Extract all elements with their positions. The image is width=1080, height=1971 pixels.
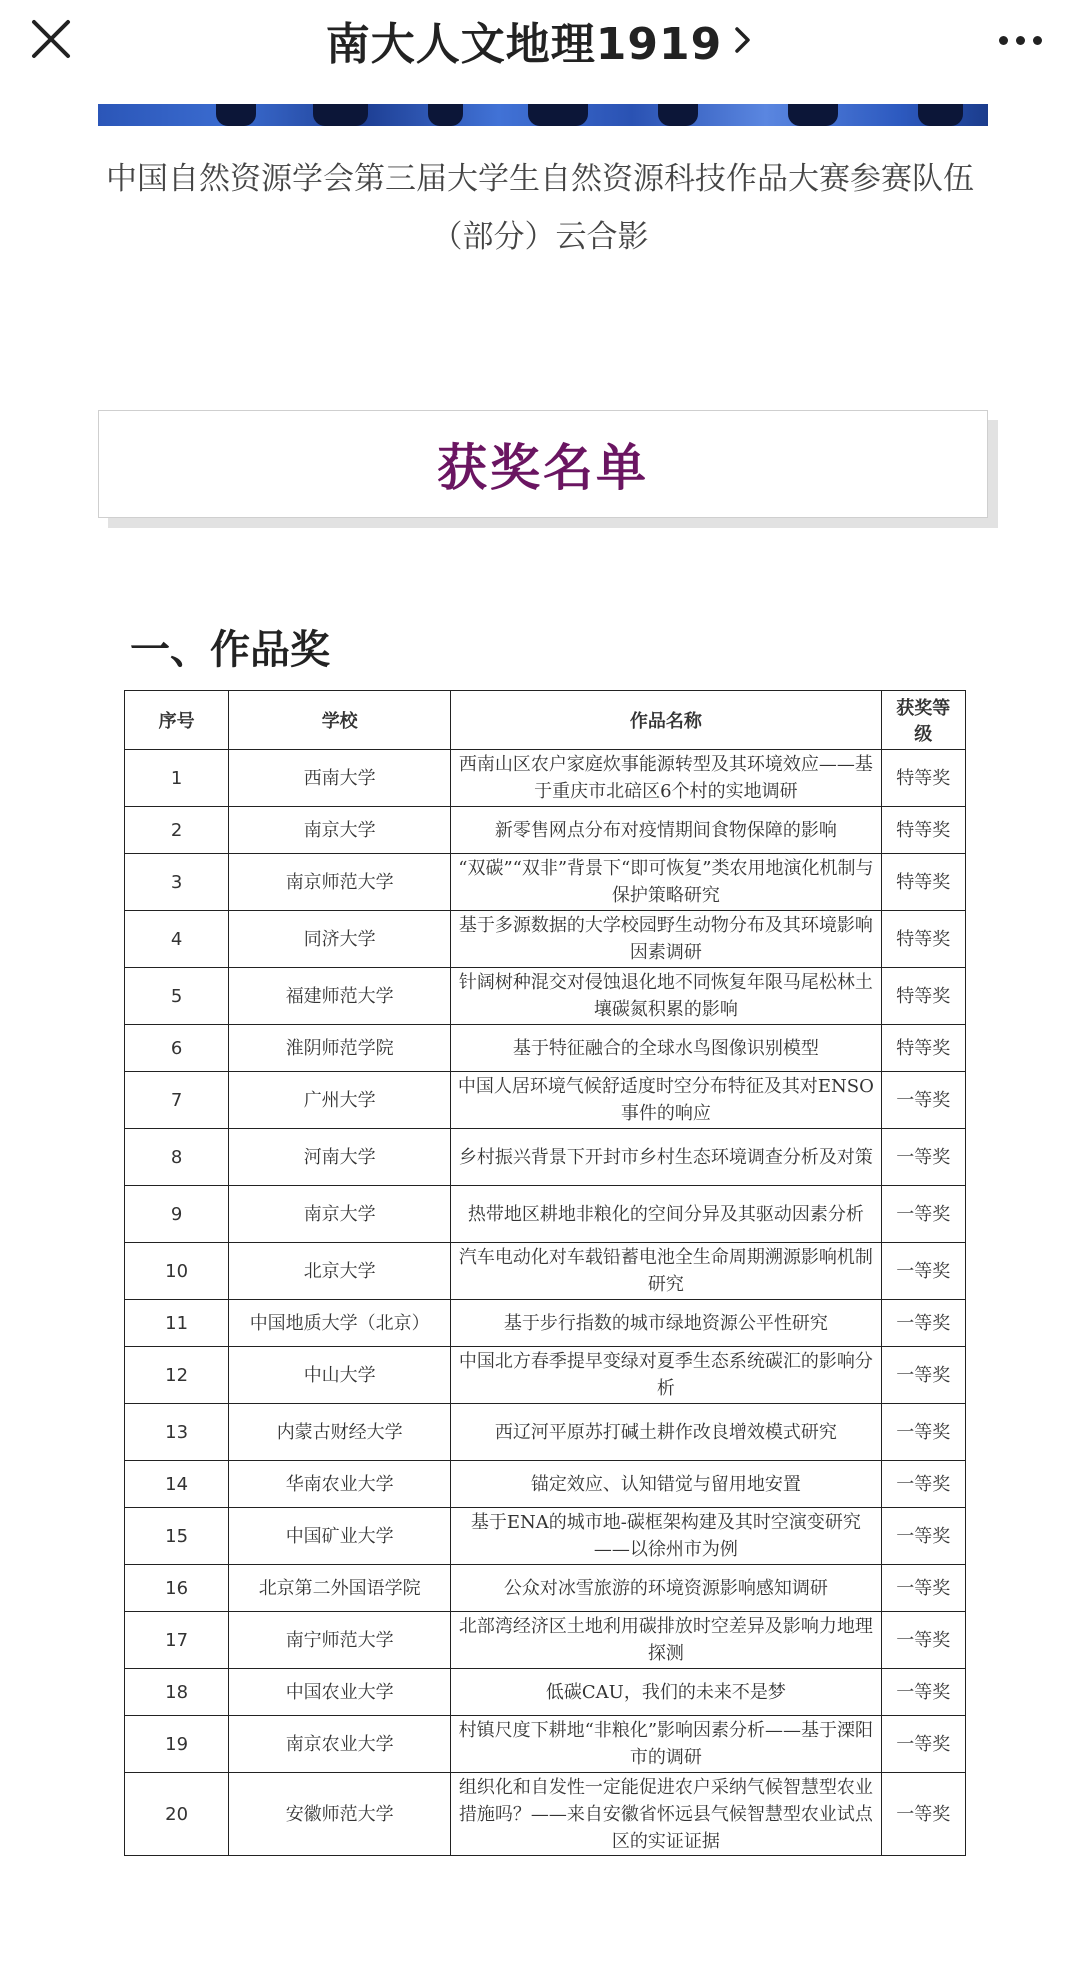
table-row	[125, 1243, 966, 1300]
top-bar	[0, 0, 1080, 80]
row-award-level: 一等奖	[881, 1300, 965, 1347]
row-school: 西南大学	[229, 750, 451, 807]
row-school: 南京农业大学	[229, 1716, 451, 1773]
row-work-title: 基于多源数据的大学校园野生动物分布及其环境影响因素调研	[451, 911, 881, 968]
row-work-title: 新零售网点分布对疫情期间食物保障的影响	[451, 807, 881, 854]
row-award-level: 特等奖	[881, 1025, 965, 1072]
row-work-title: 北部湾经济区土地利用碳排放时空差异及影响力地理探测	[451, 1612, 881, 1669]
row-award-level: 特等奖	[881, 854, 965, 911]
row-number: 7	[125, 1072, 229, 1129]
row-school: 福建师范大学	[229, 968, 451, 1025]
row-school: 南宁师范大学	[229, 1612, 451, 1669]
row-number: 10	[125, 1243, 229, 1300]
row-school: 南京大学	[229, 807, 451, 854]
table-row	[125, 1461, 966, 1508]
row-work-title: 组织化和自发性一定能促进农户采纳气候智慧型农业措施吗？——来自安徽省怀远县气候智慧型农业试点区的实证证据	[451, 1773, 881, 1856]
row-school: 淮阴师范学院	[229, 1025, 451, 1072]
more-icon[interactable]	[990, 18, 1050, 62]
row-award-level: 一等奖	[881, 1347, 965, 1404]
more-dot	[1033, 36, 1042, 45]
table-row	[125, 1565, 966, 1612]
table-row	[125, 1669, 966, 1716]
row-award-level: 一等奖	[881, 1508, 965, 1565]
more-dot	[999, 36, 1008, 45]
table-header-row	[125, 691, 966, 750]
more-dot	[1016, 36, 1025, 45]
row-work-title: 西南山区农户家庭炊事能源转型及其环境效应——基于重庆市北碚区6个村的实地调研	[451, 750, 881, 807]
row-award-level: 一等奖	[881, 1243, 965, 1300]
table-row	[125, 854, 966, 911]
table-row	[125, 911, 966, 968]
table-row	[125, 1612, 966, 1669]
table-row	[125, 1773, 966, 1856]
section-title: 一、作品奖	[130, 627, 330, 673]
awards-table	[124, 690, 966, 1856]
table-row	[125, 1025, 966, 1072]
row-number: 11	[125, 1300, 229, 1347]
row-work-title: 中国北方春季提早变绿对夏季生态系统碳汇的影响分析	[451, 1347, 881, 1404]
table-row	[125, 750, 966, 807]
row-award-level: 一等奖	[881, 1186, 965, 1243]
row-number: 19	[125, 1716, 229, 1773]
header-work: 作品名称	[451, 691, 881, 750]
row-number: 3	[125, 854, 229, 911]
row-number: 17	[125, 1612, 229, 1669]
row-school: 南京师范大学	[229, 854, 451, 911]
table-row	[125, 1072, 966, 1129]
row-school: 内蒙古财经大学	[229, 1404, 451, 1461]
row-number: 2	[125, 807, 229, 854]
row-award-level: 一等奖	[881, 1129, 965, 1186]
row-work-title: 公众对冰雪旅游的环境资源影响感知调研	[451, 1565, 881, 1612]
row-award-level: 特等奖	[881, 807, 965, 854]
row-work-title: 村镇尺度下耕地“非粮化”影响因素分析——基于溧阳市的调研	[451, 1716, 881, 1773]
table-row	[125, 1404, 966, 1461]
table-row	[125, 1129, 966, 1186]
row-award-level: 特等奖	[881, 911, 965, 968]
header-level: 获奖等级	[881, 691, 965, 750]
header-number: 序号	[125, 691, 229, 750]
row-number: 15	[125, 1508, 229, 1565]
row-work-title: 锚定效应、认知错觉与留用地安置	[451, 1461, 881, 1508]
row-school: 华南农业大学	[229, 1461, 451, 1508]
row-work-title: 热带地区耕地非粮化的空间分异及其驱动因素分析	[451, 1186, 881, 1243]
row-work-title: “双碳”“双非”背景下“即可恢复”类农用地演化机制与保护策略研究	[451, 854, 881, 911]
group-photo	[98, 104, 988, 126]
row-work-title: 基于ENA的城市地-碳框架构建及其时空演变研究——以徐州市为例	[451, 1508, 881, 1565]
row-award-level: 一等奖	[881, 1461, 965, 1508]
photo-caption: 中国自然资源学会第三届大学生自然资源科技作品大赛参赛队伍（部分）云合影	[106, 161, 974, 255]
row-number: 18	[125, 1669, 229, 1716]
chevron-right-icon	[732, 25, 754, 55]
row-award-level: 一等奖	[881, 1565, 965, 1612]
row-school: 中国农业大学	[229, 1669, 451, 1716]
header-school: 学校	[229, 691, 451, 750]
row-award-level: 一等奖	[881, 1716, 965, 1773]
table-row	[125, 1716, 966, 1773]
close-icon[interactable]	[28, 16, 74, 62]
row-award-level: 一等奖	[881, 1773, 965, 1856]
row-school: 中国地质大学（北京）	[229, 1300, 451, 1347]
table-row	[125, 1347, 966, 1404]
row-work-title: 中国人居环境气候舒适度时空分布特征及其对ENSO事件的响应	[451, 1072, 881, 1129]
row-school: 同济大学	[229, 911, 451, 968]
row-work-title: 乡村振兴背景下开封市乡村生态环境调查分析及对策	[451, 1129, 881, 1186]
row-number: 20	[125, 1773, 229, 1856]
table-row	[125, 1186, 966, 1243]
row-award-level: 一等奖	[881, 1404, 965, 1461]
row-work-title: 低碳CAU，我们的未来不是梦	[451, 1669, 881, 1716]
row-award-level: 一等奖	[881, 1072, 965, 1129]
account-title-link[interactable]	[326, 8, 754, 72]
row-number: 13	[125, 1404, 229, 1461]
row-school: 北京第二外国语学院	[229, 1565, 451, 1612]
row-award-level: 一等奖	[881, 1669, 965, 1716]
row-work-title: 基于步行指数的城市绿地资源公平性研究	[451, 1300, 881, 1347]
row-school: 北京大学	[229, 1243, 451, 1300]
award-list-heading	[98, 410, 988, 518]
row-work-title: 汽车电动化对车载铅蓄电池全生命周期溯源影响机制研究	[451, 1243, 881, 1300]
row-school: 南京大学	[229, 1186, 451, 1243]
row-work-title: 西辽河平原苏打碱土耕作改良增效模式研究	[451, 1404, 881, 1461]
row-number: 14	[125, 1461, 229, 1508]
row-award-level: 一等奖	[881, 1612, 965, 1669]
row-award-level: 特等奖	[881, 968, 965, 1025]
row-number: 1	[125, 750, 229, 807]
table-row	[125, 1508, 966, 1565]
row-school: 中国矿业大学	[229, 1508, 451, 1565]
table-row	[125, 968, 966, 1025]
row-work-title: 针阔树种混交对侵蚀退化地不同恢复年限马尾松林土壤碳氮积累的影响	[451, 968, 881, 1025]
row-number: 5	[125, 968, 229, 1025]
row-work-title: 基于特征融合的全球水鸟图像识别模型	[451, 1025, 881, 1072]
row-school: 中山大学	[229, 1347, 451, 1404]
row-school: 广州大学	[229, 1072, 451, 1129]
table-row	[125, 1300, 966, 1347]
row-number: 16	[125, 1565, 229, 1612]
row-number: 4	[125, 911, 229, 968]
table-row	[125, 807, 966, 854]
row-number: 6	[125, 1025, 229, 1072]
row-number: 8	[125, 1129, 229, 1186]
row-number: 12	[125, 1347, 229, 1404]
account-title: 南大人文地理1919	[325, 19, 723, 70]
row-number: 9	[125, 1186, 229, 1243]
award-list-title: 获奖名单	[437, 439, 649, 497]
row-award-level: 特等奖	[881, 750, 965, 807]
row-school: 安徽师范大学	[229, 1773, 451, 1856]
row-school: 河南大学	[229, 1129, 451, 1186]
